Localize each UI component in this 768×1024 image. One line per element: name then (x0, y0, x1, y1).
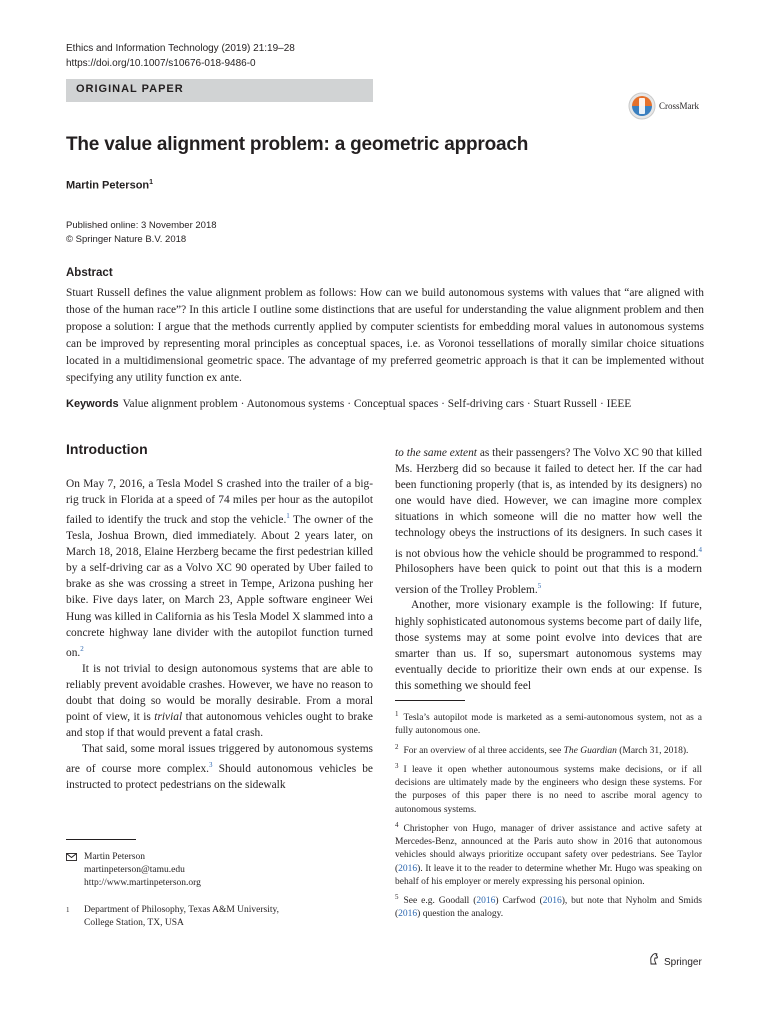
footnote-number: 1 (395, 710, 399, 718)
paragraph (66, 476, 373, 661)
emphasis: trivial (154, 710, 183, 723)
article-type-banner (66, 79, 373, 102)
footnote-number: 2 (395, 742, 399, 751)
footnote (395, 708, 702, 739)
springer-horse-icon (648, 952, 660, 965)
paragraph: Another, more visionary example is the following: If future, highly sophisticated autonomous systems become part of daily life, those systems may at some point evolve into devices that are smarter than us. If so, supersmart autonomous systems may eventually decide to prioritize their own ends at our expense. Is this something we should feel (395, 599, 702, 692)
footnote-text: For an overview of al three accidents, see (403, 745, 564, 756)
body-column-right (395, 445, 702, 694)
footnote-text: I leave it open whether autonoumous systems make decisions, or if all decisions are ultimately made by the engineers who design these systems. For the purposes of this paper there is no need to ascribe moral agency to autonomous systems. (395, 765, 702, 815)
footnote-ref[interactable]: 2 (80, 644, 84, 653)
footnote-text: Tesla’s autopilot mode is marketed as a semi-autonomous system, not as a fully autonomous one. (395, 713, 702, 737)
footnote-text: ), but note that Nyholm and Smids ( (395, 896, 702, 920)
published-date: Published online: 3 November 2018 (66, 220, 217, 231)
footnote-text: Christopher von Hugo, manager of driver assistance and active safety at Mercedes-Benz, announced at the Paris auto show in 2016 that autonomous vehicles should always prioritize occupant safety over pedestrians. See Taylor ( (395, 824, 702, 874)
copyright-line: © Springer Nature B.V. 2018 (66, 234, 187, 245)
paragraph-text: Should autonomous vehicles be instructed to protect pedestrians on the sidewalk (66, 762, 373, 792)
paragraph (66, 661, 373, 741)
emphasis: The Guardian (563, 745, 617, 756)
paragraph-text: Philosophers have been quick to point out that this is a modern version of the Trolley Problem. (395, 563, 702, 596)
author-website[interactable]: http://www.martinpeterson.org (84, 878, 201, 888)
crossmark-badge[interactable] (628, 92, 718, 122)
publication-info (66, 219, 217, 247)
journal-name: Ethics and Information Technology (2019) 21:19–28 (66, 43, 295, 54)
crossmark-icon (628, 92, 656, 120)
footnote-ref[interactable]: 1 (286, 512, 290, 521)
doi-link[interactable]: https://doi.org/10.1007/s10676-018-9486-0 (66, 58, 256, 69)
paragraph (395, 445, 702, 597)
footnote-text: ). It leave it to the reader to determine whether Mr. Hugo was speaking on behalf of his employer or merely expressing his personal opinion. (395, 863, 702, 887)
citation-link[interactable]: 2016 (542, 896, 562, 907)
footnote (395, 819, 702, 889)
footnotes (395, 708, 702, 924)
author-line (66, 179, 153, 192)
footnote-ref[interactable]: 4 (698, 545, 702, 554)
corresponding-author: Martin Peterson (84, 852, 145, 862)
abstract-text: Stuart Russell defines the value alignment problem as follows: How can we build autonomous systems with values that “are aligned with those of the human race”? In this article I outline some distinctions that are useful for understanding the value alignment problem and then propose a solution: I argue that the methods currently applied by computer scientists for embedding moral values in autonomous systems can be improved by representing moral principles as conceptual spaces, i.e. as Voronoi tessellations of morally similar choice situations located in a multidimensional geometric space. The advantage of my preferred geometric approach is that it can be implemented without specifying any utility function ex ante. (66, 287, 704, 384)
keywords-line (66, 398, 631, 410)
affiliation-line: College Station, TX, USA (84, 918, 184, 928)
keywords-list: Value alignment problem · Autonomous systems · Conceptual spaces · Self-driving cars · Stuart Russell · IEEE (122, 398, 632, 410)
publisher-name: Springer (664, 957, 702, 968)
footnote-number: 5 (395, 893, 399, 902)
journal-citation (66, 41, 295, 71)
footnote-number: 3 (395, 761, 399, 770)
paragraph (66, 741, 373, 793)
author-name[interactable]: Martin Peterson (66, 179, 150, 192)
article-type-label: ORIGINAL PAPER (76, 83, 184, 95)
author-affil-mark: 1 (149, 179, 154, 186)
paragraph-text: that autonomous vehicles ought to brake and stop if that would prevent a fatal crash. (66, 710, 373, 739)
footnote-ref[interactable]: 3 (209, 761, 213, 770)
paragraph-text: On May 7, 2016, a Tesla Model S crashed into the trailer of a big-rig truck in Florida at a speed of 74 miles per hour as the autopilot failed to identify the truck and stop the vehicle. (66, 478, 373, 526)
paper-title: The value alignment problem: a geometric approach (66, 134, 529, 155)
affiliation-line: Department of Philosophy, Texas A&M University, (84, 905, 280, 915)
emphasis: to the same extent (395, 447, 477, 459)
citation-link[interactable]: 2016 (398, 909, 418, 920)
crossmark-label: CrossMark (659, 101, 699, 111)
footnote-text: See e.g. Goodall ( (403, 896, 477, 907)
footnote-text: ) question the analogy. (417, 909, 504, 920)
paragraph-text: The owner of the Tesla, Joshua Brown, died immediately. About 2 years later, on March 18, 2018, Elaine Herzberg became the first pedestrian killed by a self-driving car as a Volvo XC 90 operated by Uber failed to brake as she was crossing a street in Tempe, Arizona pushing her bike. Five days later, on March 23, Apple software engineer Wei Hung was killed in California as his Tesla Model X slammed into a concrete highway lane divider with the autopilot function turned on. (66, 513, 374, 659)
paragraph-text: That said, some moral issues triggered by autonomous systems are of course more complex. (66, 743, 373, 775)
keywords-label: Keywords (66, 398, 119, 410)
body-column-left (66, 476, 373, 793)
footnote (395, 741, 702, 758)
abstract-heading: Abstract (66, 267, 113, 279)
footnote-divider (395, 700, 465, 701)
author-email[interactable]: martinpeterson@tamu.edu (84, 865, 185, 875)
footnote-ref[interactable]: 5 (537, 581, 542, 590)
section-heading-introduction: Introduction (66, 441, 148, 457)
footnote-text: ) Carfwod ( (495, 896, 543, 907)
footnote (395, 891, 702, 922)
citation-link[interactable]: 2016 (398, 863, 418, 874)
affiliation-number: 1 (66, 906, 70, 914)
footnote (395, 760, 702, 817)
footnote-divider (66, 839, 136, 840)
publisher-mark (648, 952, 702, 968)
paragraph-text: It is not trivial to design autonomous systems that are able to reliably prevent avoidable crashes. However, we have no reason to doubt that doing so would be morally desirable. From a moral point of view, it is (66, 662, 373, 723)
footnote-text: (March 31, 2018). (616, 745, 689, 756)
envelope-icon (66, 853, 77, 861)
citation-link[interactable]: 2016 (476, 896, 496, 907)
paragraph-text: as their passengers? The Volvo XC 90 that killed Ms. Herzberg did so because it failed to detect her. If the car had been functioning properly (that is, as intended by its designers) no one would have died. However, we can imagine more complex situations in which someone will die no matter how well the technology obeys the instructions of its designers. In such cases it is not obvious how the vehicle should be programmed to respond. (395, 447, 703, 560)
footnote-number: 4 (395, 820, 399, 829)
